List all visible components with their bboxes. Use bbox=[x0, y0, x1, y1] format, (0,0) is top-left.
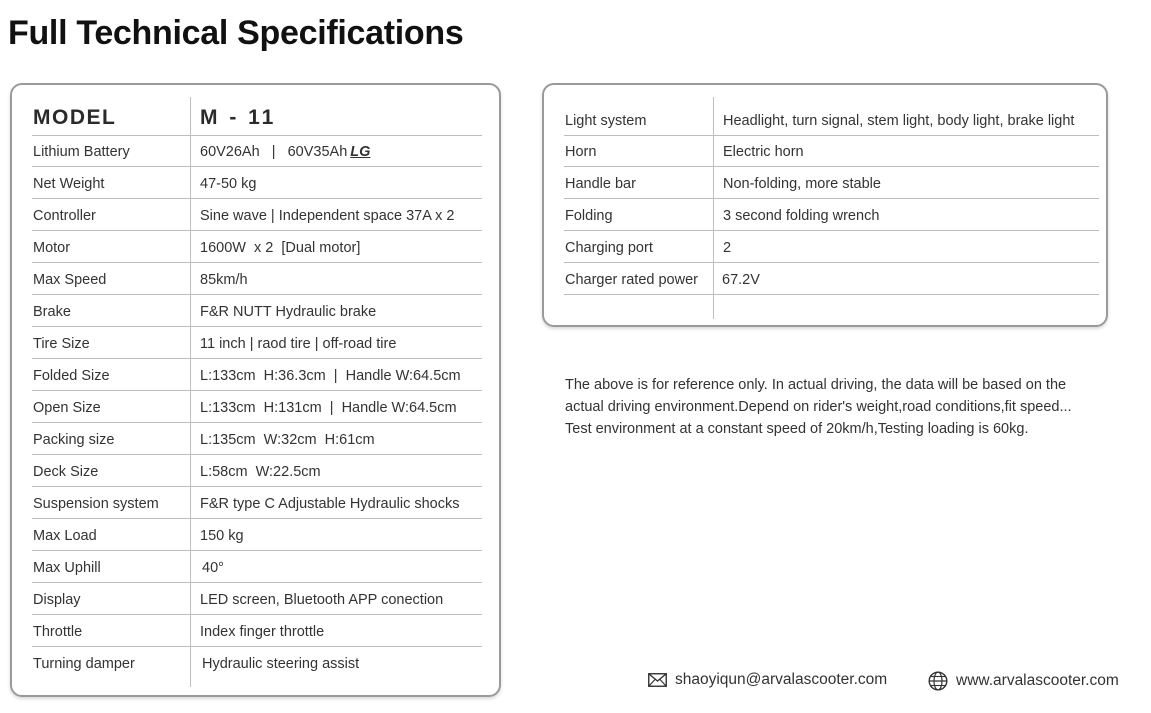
spec-value: Hydraulic steering assist bbox=[202, 656, 360, 672]
table-row bbox=[32, 583, 482, 615]
spec-key: Handle bar bbox=[565, 176, 636, 192]
table-row bbox=[32, 263, 482, 295]
table-row bbox=[564, 136, 1099, 167]
spec-value: 47-50 kg bbox=[200, 176, 257, 192]
spec-value: Sine wave | Independent space 37A x 2 bbox=[200, 208, 455, 224]
spec-value bbox=[200, 144, 370, 160]
spec-value: Non-folding, more stable bbox=[723, 176, 881, 192]
model-value: M - 11 bbox=[200, 106, 277, 129]
globe-icon bbox=[928, 671, 948, 691]
spec-key: Horn bbox=[565, 144, 597, 160]
spec-key: Max Uphill bbox=[33, 560, 101, 576]
table-row bbox=[32, 519, 482, 551]
spec-value: 11 inch | raod tire | off-road tire bbox=[200, 336, 397, 352]
spec-value: 1600W x 2 [Dual motor] bbox=[200, 240, 361, 256]
table-row bbox=[32, 327, 482, 359]
spec-value: 40° bbox=[202, 560, 224, 576]
table-row bbox=[32, 359, 482, 391]
spec-value: 85km/h bbox=[200, 272, 248, 288]
model-label: MODEL bbox=[33, 106, 117, 129]
spec-key: Max Speed bbox=[33, 272, 107, 288]
spec-value: Electric horn bbox=[723, 144, 804, 160]
spec-value: L:58cm W:22.5cm bbox=[200, 464, 321, 480]
table-row bbox=[32, 199, 482, 231]
spec-key: Charger rated power bbox=[565, 272, 698, 288]
envelope-icon bbox=[648, 673, 667, 687]
table-row bbox=[32, 551, 482, 583]
table-row bbox=[564, 199, 1099, 231]
table-row bbox=[32, 136, 482, 167]
spec-value: 3 second folding wrench bbox=[723, 208, 880, 224]
table-row bbox=[32, 615, 482, 647]
spec-key: Suspension system bbox=[33, 496, 159, 512]
spec-key: Folded Size bbox=[33, 368, 110, 384]
table-row bbox=[32, 487, 482, 519]
website-link[interactable]: www.arvalascooter.com bbox=[956, 672, 1119, 689]
spec-key: Net Weight bbox=[33, 176, 105, 192]
spec-value: 150 kg bbox=[200, 528, 244, 544]
spec-key: Deck Size bbox=[33, 464, 99, 480]
spec-key: Turning damper bbox=[33, 656, 135, 672]
spec-key: Light system bbox=[565, 113, 647, 129]
spec-value: LED screen, Bluetooth APP conection bbox=[200, 592, 444, 608]
spec-key: Max Load bbox=[33, 528, 97, 544]
spec-key: Open Size bbox=[33, 400, 101, 416]
table-row bbox=[32, 647, 482, 678]
spec-value: 2 bbox=[723, 240, 732, 256]
spec-key: Motor bbox=[33, 240, 71, 256]
table-row bbox=[32, 231, 482, 263]
table-row bbox=[564, 263, 1099, 295]
spec-value: 67.2V bbox=[722, 272, 760, 288]
note-line: actual driving environment.Depend on rider's weight,road conditions,fit speed... bbox=[565, 399, 1072, 415]
spec-key: Packing size bbox=[33, 432, 115, 448]
spec-value: L:135cm W:32cm H:61cm bbox=[200, 432, 375, 448]
note-line: Test environment at a constant speed of 20km/h,Testing loading is 60kg. bbox=[565, 421, 1029, 437]
email-contact bbox=[648, 671, 887, 689]
spec-key: Folding bbox=[565, 208, 613, 224]
spec-value: F&R type C Adjustable Hydraulic shocks bbox=[200, 496, 460, 512]
spec-key: Brake bbox=[33, 304, 71, 320]
reference-note bbox=[565, 374, 1125, 440]
page-title: Full Technical Specifications bbox=[8, 14, 464, 52]
spec-key: Controller bbox=[33, 208, 96, 224]
spec-key: Lithium Battery bbox=[33, 144, 130, 160]
spec-value: Index finger throttle bbox=[200, 624, 325, 640]
table-row bbox=[32, 167, 482, 199]
website-contact bbox=[928, 671, 1119, 691]
spec-value: F&R NUTT Hydraulic brake bbox=[200, 304, 377, 320]
table-row bbox=[32, 423, 482, 455]
battery-value: 60V26Ah | 60V35Ah bbox=[200, 144, 348, 160]
note-line: The above is for reference only. In actual driving, the data will be based on the bbox=[565, 377, 1067, 393]
spec-key: Throttle bbox=[33, 624, 83, 640]
spec-key: Tire Size bbox=[33, 336, 90, 352]
spec-table-right bbox=[542, 83, 1108, 327]
model-row bbox=[32, 103, 482, 136]
table-row bbox=[564, 103, 1099, 136]
spec-key: Charging port bbox=[565, 240, 653, 256]
table-row bbox=[564, 231, 1099, 263]
spec-key: Display bbox=[33, 592, 81, 608]
table-row bbox=[32, 455, 482, 487]
spec-table-left bbox=[10, 83, 501, 697]
lg-badge: LG bbox=[350, 144, 371, 160]
spec-value: Headlight, turn signal, stem light, body light, brake light bbox=[723, 113, 1075, 129]
spec-value: L:133cm H:36.3cm | Handle W:64.5cm bbox=[200, 368, 461, 384]
table-row bbox=[32, 295, 482, 327]
spec-value: L:133cm H:131cm | Handle W:64.5cm bbox=[200, 400, 457, 416]
email-link[interactable]: shaoyiqun@arvalascooter.com bbox=[675, 671, 888, 688]
table-row bbox=[32, 391, 482, 423]
table-row bbox=[564, 167, 1099, 199]
